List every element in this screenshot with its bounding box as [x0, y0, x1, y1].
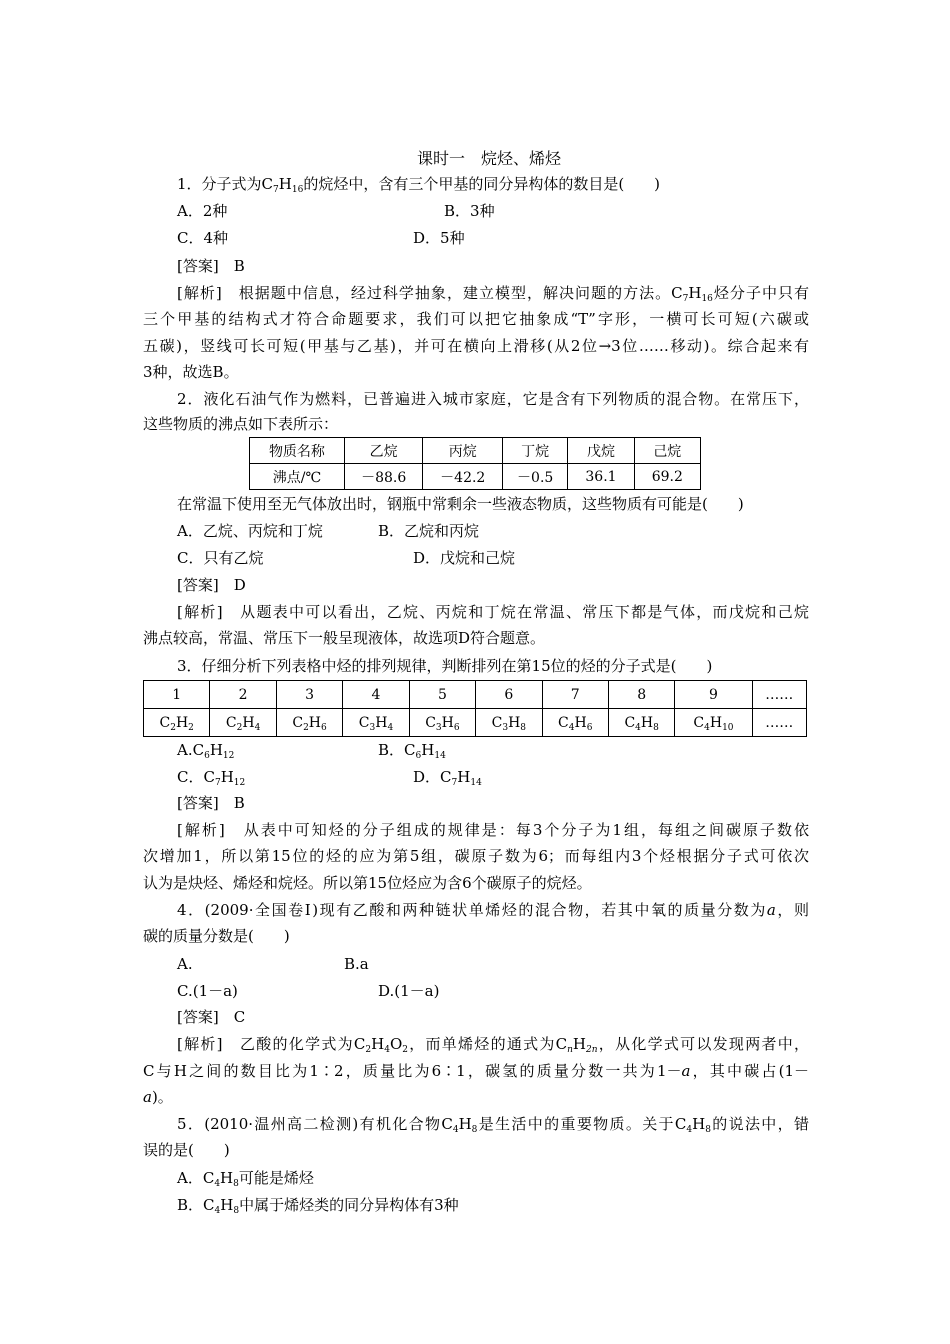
q3-explanation-line2: 次增加1，所以第15位的烃的应为第5组，碳原子数为6；而每组内3个烃根据分子式可依次 — [143, 847, 809, 865]
table-cell: 6 — [476, 681, 542, 709]
table-cell: 5 — [409, 681, 475, 709]
q1-explanation-line3: 五碳)，竖线可长可短(甲基与乙基)，并可在横向上滑移(从2位→3位……移动)。综合起来有 — [143, 337, 809, 355]
table-cell: …… — [752, 709, 806, 737]
formula-cell: $C_2H_6$ — [276, 709, 342, 737]
q2-explanation-line1: [解析] 从题表中可以看出，乙烷、丙烷和丁烷在常温、常压下都是气体，而戊烷和己烷 — [177, 603, 809, 621]
q3-option-d: D．$C_7H_{14}$ — [413, 768, 482, 788]
table-cell: －88.6 — [344, 464, 423, 490]
q1-option-c: C．4种 — [177, 229, 229, 247]
table-cell: 1 — [144, 681, 210, 709]
table-cell: 2 — [210, 681, 276, 709]
table-cell: －42.2 — [423, 464, 503, 490]
table-cell: 36.1 — [568, 464, 634, 490]
q2-explanation-line2: 沸点较高，常温、常压下一般呈现液体，故选项D符合题意。 — [143, 629, 546, 647]
table-cell: 9 — [675, 681, 752, 709]
q3-option-c: C．$C_7H_{12}$ — [177, 768, 246, 788]
q4-explanation-line2: C与H之间的数目比为1∶2，质量比为6∶1，碳氢的质量分数一共为1－a，其中碳占(1－ — [143, 1062, 809, 1080]
q4-explanation-line1: [解析] 乙酸的化学式为$C_2H_4O_2$，而单烯烃的通式为$C_nH_{2n}$，从化学式可以发现两者中， — [177, 1035, 809, 1055]
q2-option-b: B．乙烷和丙烷 — [378, 522, 480, 540]
q5-stem-line1: 5．(2010·温州高二检测)有机化合物$C_4H_8$是生活中的重要物质。关于$C_4H_8$的说法中，错 — [177, 1115, 809, 1135]
formula-cell: $C_4H_8$ — [608, 709, 674, 737]
q5-option-b: B．$C_4H_8$中属于烯烃类的同分异构体有3种 — [177, 1196, 459, 1216]
table-cell: 3 — [276, 681, 342, 709]
formula-cell: $C_2H_2$ — [144, 709, 210, 737]
q1-explanation-line1: [解析] 根据题中信息，经过科学抽象，建立模型，解决问题的方法。$C_7H_{16}$烃分子中只有 — [177, 284, 809, 304]
q4-stem-line1: 4．(2009·全国卷Ⅰ)现有乙酸和两种链状单烯烃的混合物，若其中氧的质量分数为a，则 — [177, 901, 809, 919]
q3-explanation-line3: 认为是炔烃、烯烃和烷烃。所以第15位烃应为含6个碳原子的烷烃。 — [143, 874, 592, 892]
table-cell: －0.5 — [503, 464, 568, 490]
q3-option-b: B．$C_6H_{14}$ — [378, 741, 446, 761]
q3-explanation-line1: [解析] 从表中可知烃的分子组成的规律是：每3个分子为1组，每组之间碳原子数依 — [177, 821, 809, 839]
q2-stem-line2: 这些物质的沸点如下表所示： — [143, 415, 339, 433]
q4-option-b: B.a — [344, 955, 369, 973]
table-cell: 乙烷 — [344, 438, 423, 464]
q3-option-a: $A.C_6H_{12}$ — [177, 741, 235, 761]
q1-option-d: D．5种 — [413, 229, 465, 247]
formula-cell: $C_3H_8$ — [476, 709, 542, 737]
q2-answer: [答案] D — [177, 576, 246, 594]
q5-option-a: A．$C_4H_8$可能是烯烃 — [177, 1169, 314, 1189]
q2-option-d: D．戊烷和己烷 — [413, 549, 516, 567]
q5-stem-line2: 误的是( ) — [143, 1141, 230, 1159]
formula-cell: $C_4H_{10}$ — [675, 709, 752, 737]
table-cell: 69.2 — [634, 464, 700, 490]
q1-stem: 1．分子式为$C_7H_{16}$的烷烃中，含有三个甲基的同分异构体的数目是( ) — [177, 175, 661, 195]
q1-answer: [答案] B — [177, 257, 245, 275]
table-cell: 戊烷 — [568, 438, 634, 464]
formula-cell: $C_3H_6$ — [409, 709, 475, 737]
table-cell: 物质名称 — [250, 438, 345, 464]
q2-option-c: C．只有乙烷 — [177, 549, 264, 567]
q4-explanation-line3: a)。 — [143, 1088, 173, 1106]
table-cell: 沸点/℃ — [250, 464, 345, 490]
table-cell: 丁烷 — [503, 438, 568, 464]
q4-option-c: C.(1－a) — [177, 982, 238, 1000]
q4-option-a: A. — [177, 955, 193, 973]
formula-cell: $C_2H_4$ — [210, 709, 276, 737]
table-cell: 己烷 — [634, 438, 700, 464]
table-cell: …… — [752, 681, 806, 709]
q2-stem-line3: 在常温下使用至无气体放出时，钢瓶中常剩余一些液态物质，这些物质有可能是( ) — [177, 495, 744, 513]
table-header-row — [250, 438, 701, 464]
q2-stem-line1: 2．液化石油气作为燃料，已普遍进入城市家庭，它是含有下列物质的混合物。在常压下， — [177, 390, 809, 408]
table-row — [144, 681, 807, 709]
q3-sequence-table — [143, 680, 807, 737]
q1-option-b: B．3种 — [444, 202, 495, 220]
table-row — [250, 464, 701, 490]
table-cell: 4 — [343, 681, 409, 709]
table-cell: 7 — [542, 681, 608, 709]
q2-boiling-point-table — [249, 437, 701, 490]
q2-option-a: A．乙烷、丙烷和丁烷 — [177, 522, 323, 540]
table-cell: 丙烷 — [423, 438, 503, 464]
q4-answer: [答案] C — [177, 1008, 246, 1026]
q1-explanation-line2: 三个甲基的结构式才符合命题要求，我们可以把它抽象成“T”字形，一横可长可短(六碳或 — [143, 310, 809, 328]
table-cell: 8 — [608, 681, 674, 709]
q3-stem: 3．仔细分析下列表格中烃的排列规律，判断排列在第15位的烃的分子式是( ) — [177, 657, 713, 675]
formula-cell: $C_4H_6$ — [542, 709, 608, 737]
table-row — [144, 709, 807, 737]
q4-stem-line2: 碳的质量分数是( ) — [143, 927, 290, 945]
q3-answer: [答案] B — [177, 794, 245, 812]
q1-option-a: A．2种 — [177, 202, 228, 220]
q4-option-d: D.(1－a) — [378, 982, 440, 1000]
page-title: 课时一 烷烃、烯烃 — [417, 149, 562, 168]
formula-cell: $C_3H_4$ — [343, 709, 409, 737]
q1-explanation-line4: 3种，故选B。 — [143, 363, 239, 381]
